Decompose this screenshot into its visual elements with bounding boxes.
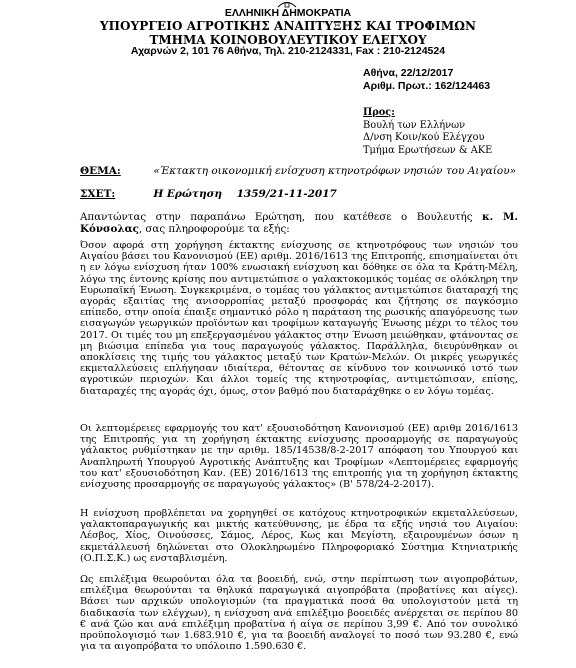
intro-text-a: Απαντώντας στην παραπάνω Ερώτηση, που κατέθεσε ο Βουλευτής (80, 211, 482, 223)
reference-label: ΣΧΕΤ: (80, 188, 116, 200)
mp-name: κ. Μ. Κόνσολας (80, 211, 519, 235)
header-ministry: ΥΠΟΥΡΓΕΙΟ ΑΓΡΟΤΙΚΗΣ ΑΝΑΠΤΥΞΗΣ ΚΑΙ ΤΡΟΦΙΜΩΝ (99, 19, 477, 33)
body-paragraph-2 (80, 423, 518, 490)
date-block (363, 67, 490, 93)
reference-row (80, 188, 337, 200)
intro-paragraph (80, 211, 518, 235)
recipients-block (363, 107, 492, 157)
document-date: Αθήνα, 22/12/2017 (363, 67, 454, 79)
subject-label: ΘΕΜΑ: (80, 165, 121, 177)
recipient-line: Δ/νση Κοιν/κού Ελέγχου (363, 132, 485, 143)
header-republic: ΕΛΛΗΝΙΚΗ ΔΗΜΟΚΡΑΤΙΑ (224, 7, 352, 19)
recipients-label: Προς: (363, 107, 395, 118)
protocol-number: Αριθμ. Πρωτ.: 162/124463 (363, 80, 491, 92)
reference-text: Η Ερώτηση 1359/21-11-2017 (153, 188, 337, 200)
recipient-line: Τμήμα Ερωτήσεων & ΑΚΕ (363, 144, 493, 156)
paragraph-text: Ως επιλέξιμα θεωρούνται όλα τα βοοειδή, ενώ, στην περίπτωση των αιγοπροβάτων, επιλέξιμα θεωρούνται τα θηλυκά παραγωγικά αιγοπρόβατα (προβατίνες και αίγες). Βάσει των αρχικών υπολογισμών (τα πραγματικά ποσά θα υπολογιστούν μετά τη διαδικασία των ελέγχων), η ενίσχυση ανά επιλέξιμο βοοειδές ανέρχεται σε περίπου 80 € ανά ζώο και ανά επιλέξιμη προβατίνα ή αίγα σε περίπου 3,99 €. Από τον συνολικό προϋπολογισμό των 1.683.910 €, για τα βοοειδή αναλογεί το ποσό των 93.280 €, ενώ για τα αιγοπρόβατα το υπόλοιπο 1.590.630 €. (80, 574, 518, 653)
header-department: ΤΜΗΜΑ ΚΟΙΝΟΒΟΥΛΕΥΤΙΚΟΥ ΕΛΕΓΧΟΥ (149, 33, 427, 47)
paragraph-text: Η ενίσχυση προβλέπεται να χορηγηθεί σε κατόχους κτηνοτροφικών εκμεταλλεύσεων, γαλακτοπαραγωγικής και μικτής κατεύθυνσης, με έδρα τα εξής νησιά του Αιγαίου: Λέσβος, Χίος, Οινούσσες, Σάμος, Λέρος, Κως και Μεγίστη, εξαιρουμένων όσων η εκμετάλλευσή δηλώνεται στο Ολοκληρωμένο Πληροφοριακό Σύστημα Κτηνιατρικής (Ο.Π.Σ.Κ.) ως ενσταβλισμένη. (80, 508, 518, 564)
header-contact: Αχαρνών 2, 101 76 Αθήνα, Τηλ. 210-2124331, Fax : 210-2124524 (130, 45, 446, 57)
body-paragraph-4 (80, 574, 518, 652)
intro-text-b: , σας πληροφορούμε τα εξής: (138, 223, 290, 235)
subject-row (80, 165, 516, 177)
paragraph-text: Όσον αφορά στη χορήγηση έκτακτης ενίσχυσης σε κτηνοτρόφους των νησιών του Αιγαίου βάσει του Κανονισμού (ΕΕ) αριθμ. 2016/1613 της Επιτροπής, επισημαίνεται ότι η εν λόγω ενίσχυση ήταν 100% ενωσιακή ενίσχυση και δόθηκε σε όλα τα Κράτη-Μέλη, λόγω της έντονης κρίσης που αντιμετώπισε ο γαλακτοκομικός τομέας σε ολόκληρη την Ευρωπαϊκή Ένωση. Συγκεκριμένα, ο τομέας του γάλακτος αντιμετώπισε διαταραχή της αγοράς εξαιτίας της ανισορροπίας μεταξύ προσφοράς και ζήτησης σε παγκόσμιο επίπεδο, στην οποία έπαιξε σημαντικό ρόλο η παράταση της ρωσικής απαγόρευσης των εισαγωγών γεωργικών προϊόντων και τροφίμων καταγωγής Ένωσης μέχρι το τέλος του 2017. Οι τιμές του μη επεξεργασμένου γάλακτος στην Ένωση μειώθηκαν, φτάνοντας σε μη βιώσιμα επίπεδα για τους παραγωγούς γάλακτος. Παράλληλα, διευρύνθηκαν οι αποκλίσεις της τιμής του γάλακτος μεταξύ των Κρατών-Μελών. Οι μικρές γεωργικές εκμεταλλεύσεις επλήγησαν ιδιαίτερα, θέτοντας σε κίνδυνο τον κοινωνικό ιστό των αγροτικών περιοχών. Και άλλοι τομείς της κτηνοτροφίας, αντιμετώπισαν, επίσης, διαταραχές της αγοράς όχι, όμως, στον βαθμό που διαταράχθηκε ο εν λόγω τομέας. (80, 240, 518, 397)
recipient-line: Βουλή των Ελλήνων (363, 119, 466, 131)
body-paragraph-1 (80, 240, 518, 397)
subject-text: «Έκτακτη οικονομική ενίσχυση κτηνοτρόφων νησιών του Αιγαίου» (153, 165, 517, 177)
paragraph-text: Οι λεπτομέρειες εφαρμογής του κατ' εξουσιοδότηση Κανονισμού (ΕΕ) αριθμ 2016/1613 της Επιτροπής για τη χορήγηση έκτακτης ενίσχυσης προσαρμογής σε παραγωγούς γάλακτος ρυθμίστηκαν με την αριθμ. 185/14538/8-2-2017 απόφαση του Υπουργού και Αναπληρωτή Υπουργού Αγροτικής Ανάπτυξης και Τροφίμων «Λεπτομέρειες εφαρμογής του κατ' εξουσιοδότηση Καν. (ΕΕ) 2016/1613 της επιτροπής για τη χορήγηση έκτακτης ενίσχυσης προσαρμογής σε παραγωγούς γάλακτος» (Β' 578/24-2-2017). (80, 423, 518, 491)
body-paragraph-3 (80, 508, 518, 564)
